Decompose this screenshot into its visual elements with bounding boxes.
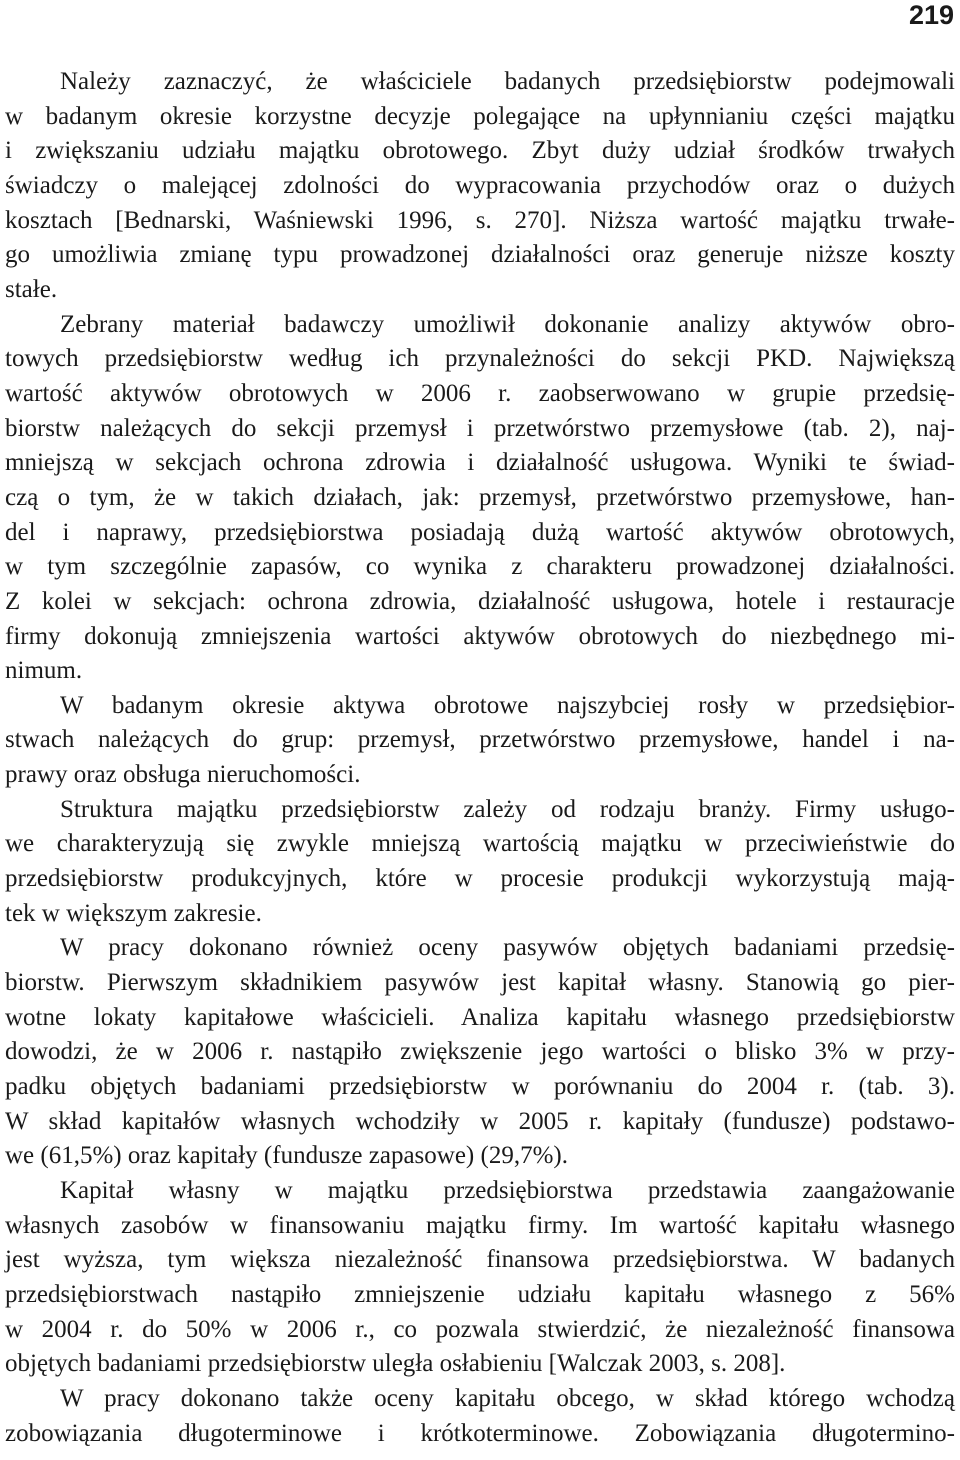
text-line: del i naprawy, przedsiębiorstwa posiadają dużą wartość aktywów obrotowych, [5, 518, 955, 546]
text-line: we charakteryzują się zwykle mniejszą wartością majątku w przeciwieństwie do [5, 830, 955, 858]
text-line: biorstw. Pierwszym składnikiem pasywów jest kapitał własny. Stanowią go pier- [5, 969, 955, 997]
text-line: W pracy dokonano również oceny pasywów objętych badaniami przedsię- [60, 934, 955, 962]
text-line: firmy dokonują zmniejszenia wartości aktywów obrotowych do niezbędnego mi- [5, 622, 955, 650]
paragraph [5, 1174, 955, 1382]
text-line: objętych badaniami przedsiębiorstw uległa osłabieniu [Walczak 2003, s. 208]. [5, 1350, 786, 1378]
text-line: w 2004 r. do 50% w 2006 r., co pozwala stwierdzić, że niezależność finansowa [5, 1315, 955, 1343]
text-line: stałe. [5, 275, 58, 303]
text-line: i zwiększaniu udziału majątku obrotowego. Zbyt duży udział środków trwałych [5, 137, 955, 165]
paragraph [5, 65, 955, 308]
text-line: świadczy o malejącej zdolności do wypracowania przychodów oraz o dużych [5, 171, 955, 199]
text-line: we (61,5%) oraz kapitały (fundusze zapasowe) (29,7%). [5, 1142, 568, 1170]
text-line: tek w większym zakresie. [5, 899, 262, 927]
paragraph [5, 931, 955, 1174]
text-line: stwach należących do grup: przemysł, przetwórstwo przemysłowe, handel i na- [5, 726, 955, 754]
text-line: biorstw należących do sekcji przemysł i przetwórstwo przemysłowe (tab. 2), naj- [5, 414, 955, 442]
paragraph [5, 689, 955, 793]
text-line: w badanym okresie korzystne decyzje polegające na upłynnianiu części majątku [5, 102, 955, 130]
document-body [5, 65, 955, 1451]
text-line: Struktura majątku przedsiębiorstw zależy od rodzaju branży. Firmy usługo- [60, 795, 955, 823]
paragraph [5, 793, 955, 932]
text-line: Kapitał własny w majątku przedsiębiorstwa przedstawia zaangażowanie [60, 1177, 955, 1204]
text-line: kosztach [Bednarski, Waśniewski 1996, s. 270]. Niższa wartość majątku trwałe- [5, 206, 955, 234]
paragraph [5, 308, 955, 689]
page-number: 219 [908, 0, 954, 30]
text-line: zobowiązania długoterminowe i krótkoterminowe. Zobowiązania długotermino- [5, 1419, 955, 1447]
text-line: wotne lokaty kapitałowe właścicieli. Analiza kapitału własnego przedsiębiorstw [5, 1003, 955, 1031]
text-line: przedsiębiorstw produkcyjnych, które w procesie produkcji wykorzystują mają- [5, 865, 955, 893]
text-line: w tym szczególnie zapasów, co wynika z charakteru prowadzonej działalności. [5, 553, 955, 581]
text-line: W skład kapitałów własnych wchodziły w 2005 r. kapitały (fundusze) podstawo- [5, 1107, 955, 1135]
text-line: nimum. [5, 657, 83, 685]
text-line: go umożliwia zmianę typu prowadzonej działalności oraz generuje niższe koszty [5, 241, 955, 269]
text-line: jest wyższa, tym większa niezależność finansowa przedsiębiorstwa. W badanych [5, 1246, 955, 1274]
paragraph [5, 1382, 955, 1451]
text-line: prawy oraz obsługa nieruchomości. [5, 761, 361, 789]
text-line: dowodzi, że w 2006 r. nastąpiło zwiększenie jego wartości o blisko 3% w przy- [5, 1038, 955, 1066]
text-line: W badanym okresie aktywa obrotowe najszybciej rosły w przedsiębior- [60, 691, 955, 719]
text-line: wartość aktywów obrotowych w 2006 r. zaobserwowano w grupie przedsię- [5, 379, 955, 407]
text-line: padku objętych badaniami przedsiębiorstw w porównaniu do 2004 r. (tab. 3). [5, 1073, 955, 1101]
text-line: W pracy dokonano także oceny kapitału obcego, w skład którego wchodzą [60, 1384, 955, 1412]
text-line: Z kolei w sekcjach: ochrona zdrowia, działalność usługowa, hotele i restauracje [5, 587, 955, 615]
text-line: przedsiębiorstwach nastąpiło zmniejszenie udziału kapitału własnego z 56% [5, 1280, 955, 1308]
text-line: własnych zasobów w finansowaniu majątku firmy. Im wartość kapitału własnego [5, 1211, 955, 1239]
text-line: czą o tym, że w takich działach, jak: przemysł, przetwórstwo przemysłowe, han- [5, 483, 955, 511]
text-line: Należy zaznaczyć, że właściciele badanych przedsiębiorstw podejmowali [60, 68, 955, 95]
text-line: towych przedsiębiorstw według ich przynależności do sekcji PKD. Największą [5, 345, 955, 373]
text-line: Zebrany materiał badawczy umożliwił dokonanie analizy aktywów obro- [60, 310, 955, 338]
text-line: mniejszą w sekcjach ochrona zdrowia i działalność usługowa. Wyniki te świad- [5, 449, 955, 477]
